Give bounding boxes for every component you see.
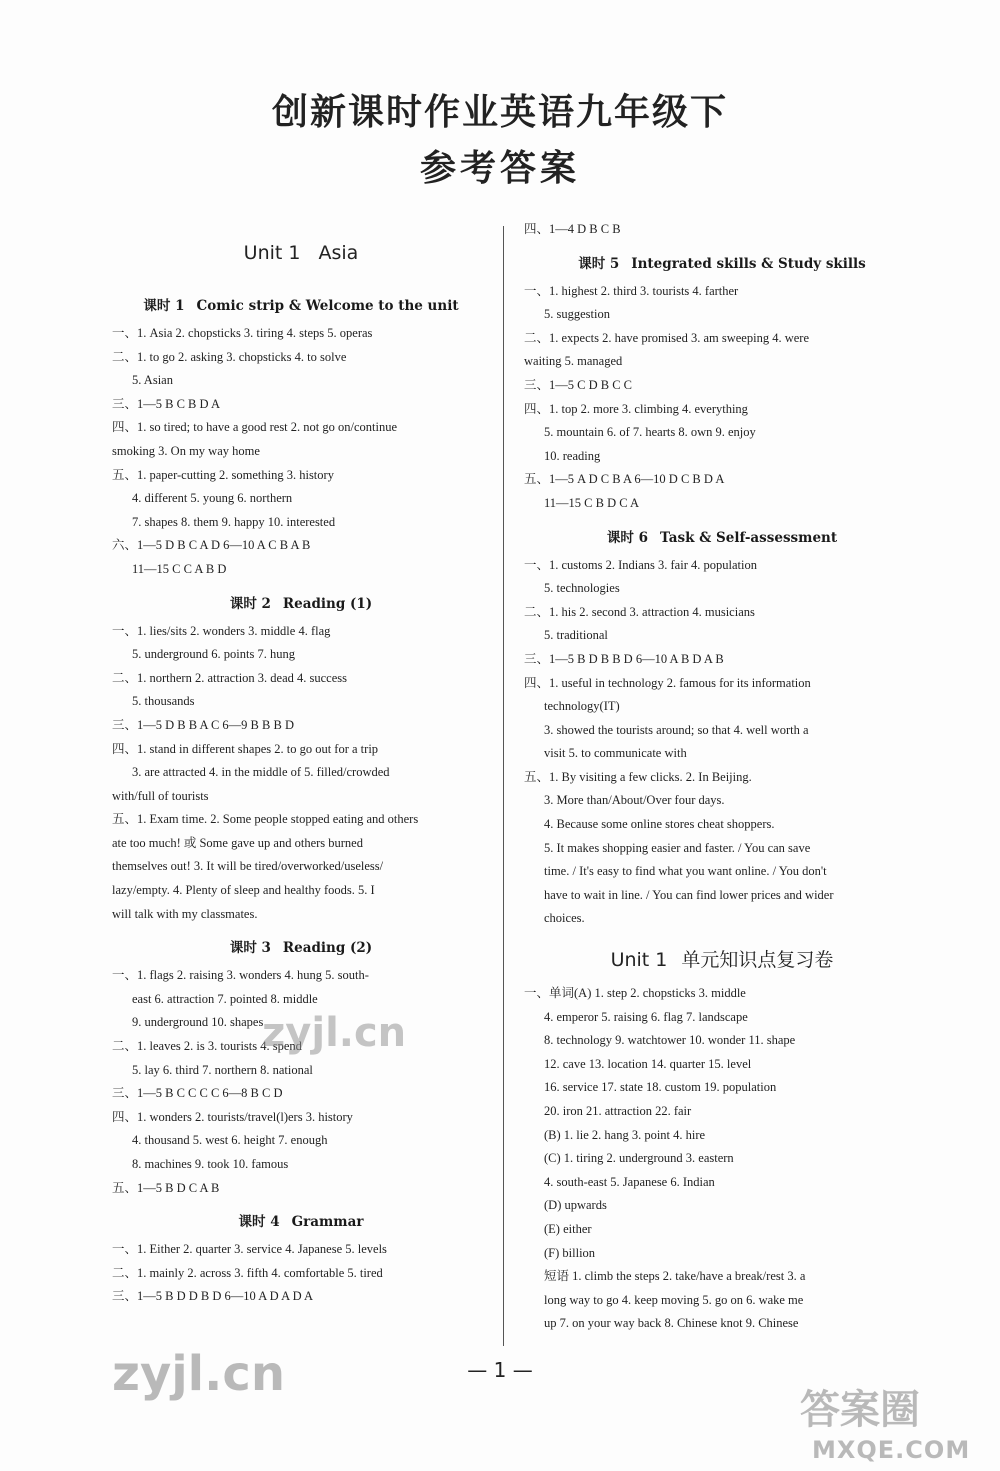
answer-line: 3. are attracted 4. in the middle of 5. filled/crowded [132,765,390,780]
answer-line: (F) billion [544,1245,596,1260]
lesson-heading-2 [112,592,490,612]
answer-line: 7. shapes 8. them 9. happy 10. interested [132,514,336,529]
answer-line: with/full of tourists [112,788,209,803]
right-column [524,218,920,1348]
answer-line: 三、1—5 B D D B D 6—10 A D A D A [112,1289,314,1304]
answer-line: long way to go 4. keep moving 5. go on 6. wake me [544,1292,804,1307]
lesson-number: 课时 4 [238,1214,280,1231]
watermark-text: zyjl.cn [262,1010,407,1056]
answer-line: 三、1—5 B C B D A [112,396,221,411]
answer-line: 六、1—5 D B C A D 6—10 A C B A B [112,538,311,553]
answer-line: 4. emperor 5. raising 6. flag 7. landscape [544,1009,748,1024]
lesson-title: Task & Self-assessment [659,529,838,546]
watermark-text: zyjl.cn [112,1346,285,1402]
answer-line: 一、1. lies/sits 2. wonders 3. middle 4. flag [112,623,331,638]
lesson-heading-6 [524,526,920,546]
answer-line: 二、1. leaves 2. is 3. tourists 4. spend [112,1039,302,1054]
lesson-title: Reading (1) [282,595,373,612]
answer-line: time. / It's easy to find what you want online. / You don't [544,864,827,879]
answer-line: 五、1. Exam time. 2. Some people stopped eating and others [112,812,419,827]
answer-line: 四、1. stand in different shapes 2. to go out for a trip [112,741,379,756]
lesson-5-answers [524,280,920,516]
answer-line: 16. service 17. state 18. custom 19. population [544,1080,777,1095]
answer-line: 20. iron 21. attraction 22. fair [544,1104,692,1118]
lesson-1-answers [112,322,490,582]
lesson-title: Grammar [291,1214,364,1231]
answer-line: waiting 5. managed [524,354,623,369]
answer-line: 一、1. customs 2. Indians 3. fair 4. population [524,557,757,572]
answer-line: will talk with my classmates. [112,906,258,921]
answer-line: 5. suggestion [544,307,610,322]
lesson-heading-4 [112,1210,490,1230]
answer-line: 8. technology 9. watchtower 10. wonder 11. shape [544,1033,796,1048]
answer-line: 短语 1. climb the steps 2. take/have a break/rest 3. a [544,1269,806,1284]
document-title: 创新课时作业英语九年级下 [271,92,728,133]
lesson-number: 课时 6 [606,529,648,546]
answer-line: 三、1—5 D B B A C 6—9 B B B D [112,717,294,732]
answer-line: 一、1. flags 2. raising 3. wonders 4. hung 5. south- [112,968,369,983]
answer-line: 4. south-east 5. Japanese 6. Indian [544,1174,715,1189]
answer-line: up 7. on your way back 8. Chinese knot 9. Chinese [544,1316,799,1331]
lesson-number: 课时 2 [229,595,271,612]
answer-line: 5. thousands [132,694,195,709]
left-column [112,218,490,1348]
watermark-logo: 答案圈 [800,1387,920,1433]
page-number: — 1 — [467,1358,533,1382]
answer-line: lazy/empty. 4. Plenty of sleep and healthy foods. 5. I [112,883,375,898]
lesson-number: 课时 3 [229,940,271,957]
lesson-title: Integrated skills & Study skills [631,255,866,272]
answer-line: 5. lay 6. third 7. northern 8. national [132,1062,313,1077]
answer-line: ate too much! 或 Some gave up and others burned [112,835,363,850]
answer-line: 五、1—5 A D C B A 6—10 D C B D A [524,472,725,487]
answer-line: 二、1. northern 2. attraction 3. dead 4. success [112,670,348,685]
lesson-4-answers [112,1238,490,1309]
answer-line: 五、1—5 B D C A B [112,1180,220,1195]
answer-line: 9. underground 10. shapes [132,1015,264,1030]
answer-line: 四、1. useful in technology 2. famous for its information [524,675,811,690]
answer-line: have to wait in line. / You can find lower prices and wider [544,887,834,902]
answer-line: 五、1. paper-cutting 2. something 3. history [112,467,334,482]
answer-line: 5. underground 6. points 7. hung [132,647,295,662]
answer-line: 11—15 C B D C A [544,495,640,510]
answer-line: 8. machines 9. took 10. famous [132,1157,289,1171]
lesson-number: 课时 5 [578,255,620,272]
answer-line: 二、1. expects 2. have promised 3. am sweeping 4. were [524,330,809,345]
answer-line: 5. mountain 6. of 7. hearts 8. own 9. enjoy [544,425,756,440]
answer-line: 4. different 5. young 6. northern [132,491,293,506]
answer-line: 四、1—4 D B C B [524,222,621,236]
answer-line: technology(IT) [544,699,620,714]
answer-line: smoking 3. On my way home [112,443,260,458]
answer-line: (C) 1. tiring 2. underground 3. eastern [544,1151,734,1166]
unit-heading [112,242,490,264]
lesson-2-answers [112,620,490,927]
answer-line: 4. Because some online stores cheat shoppers. [544,817,775,832]
answer-line: (E) either [544,1221,592,1236]
answer-line: 12. cave 13. location 14. quarter 15. level [544,1056,752,1071]
lesson-6-answers [524,554,920,932]
answer-line: 一、1. Asia 2. chopsticks 3. tiring 4. steps 5. operas [112,326,373,340]
answer-line: 四、1. wonders 2. tourists/travel(l)ers 3. history [112,1109,353,1124]
answer-line: 四、1. top 2. more 3. climbing 4. everything [524,401,748,416]
answer-line: 四、1. so tired; to have a good rest 2. not go on/continue [112,420,398,435]
answer-line: 二、1. mainly 2. across 3. fifth 4. comfortable 5. tired [112,1265,383,1280]
watermark-url: MXQE.COM [812,1436,971,1464]
lesson-heading-3 [112,936,490,956]
answer-line: 一、1. highest 2. third 3. tourists 4. farther [524,283,739,298]
answer-line: (D) upwards [544,1198,607,1213]
answer-line: 五、1. By visiting a few clicks. 2. In Beijing. [524,769,752,784]
lesson-heading-1 [112,294,490,314]
document-subtitle: 参考答案 [419,148,580,189]
lesson-title: Comic strip & Welcome to the unit [196,298,459,314]
answer-line: 5. technologies [544,581,620,596]
answer-line: 5. Asian [132,373,173,388]
answer-line: 二、1. his 2. second 3. attraction 4. musicians [524,604,755,619]
answer-line: 三、1—5 B C C C C 6—8 B C D [112,1086,283,1101]
review-title: 单元知识点复习卷 [681,949,834,972]
review-answers [524,982,920,1336]
lesson-heading-5 [524,252,920,272]
unit-label: Unit 1 [610,949,668,972]
answer-line: 5. traditional [544,628,608,643]
answer-line: 5. It makes shopping easier and faster. / You can save [544,840,811,855]
answer-line: 一、1. Either 2. quarter 3. service 4. Japanese 5. levels [112,1242,387,1257]
answer-line: 二、1. to go 2. asking 3. chopsticks 4. to solve [112,349,347,364]
answer-line: 三、1—5 B D B B D 6—10 A B D A B [524,651,724,666]
answer-line: (B) 1. lie 2. hang 3. point 4. hire [544,1127,706,1142]
answer-line: choices. [544,911,585,926]
answer-line: east 6. attraction 7. pointed 8. middle [132,991,318,1006]
answer-line: 3. More than/About/Over four days. [544,793,725,808]
lesson-number: 课时 1 [143,298,185,314]
answer-line: visit 5. to communicate with [544,746,687,761]
unit-topic: Asia [318,242,359,264]
answer-line: 三、1—5 C D B C C [524,377,633,392]
answer-line: 4. thousand 5. west 6. height 7. enough [132,1133,328,1148]
answer-line: 3. showed the tourists around; so that 4. well worth a [544,722,809,737]
answer-line: 11—15 C C A B D [132,561,227,576]
lesson-3-answers [112,964,490,1200]
answer-line: themselves out! 3. It will be tired/overworked/useless/ [112,859,384,874]
review-heading [524,945,920,972]
lesson-title: Reading (2) [282,940,373,957]
answer-line: 一、单词(A) 1. step 2. chopsticks 3. middle [524,986,746,1001]
unit-label: Unit 1 [243,242,301,264]
column-divider [503,226,504,1346]
answer-line: 10. reading [544,448,601,463]
